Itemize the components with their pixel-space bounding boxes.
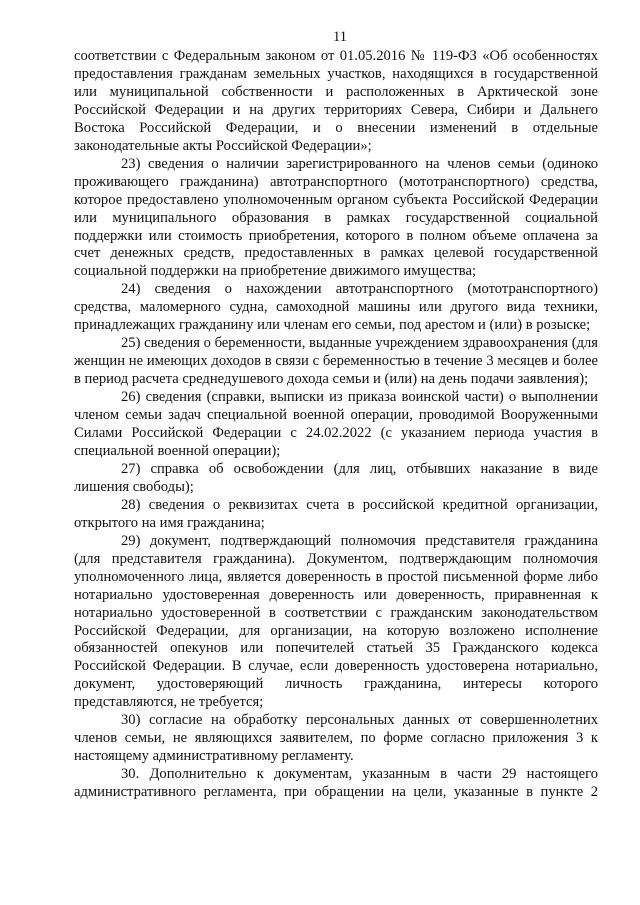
list-item-24: 24) сведения о нахождении автотранспортного (мототранспортного) средства, маломерного судна, самоходной машины или другого вида техники, принадлежащих гражданину или членам его семьи, под арестом и (или) в розыске;: [74, 281, 598, 334]
list-item-26: 26) сведения (справки, выписки из приказа воинской части) о выполнении членом семьи задач специальной военной операции, проводимой Вооруженными Силами Российской Федерации с 24.02.2022 (с указанием периода участия в специальной военной операции);: [74, 389, 598, 459]
paragraph-continuation: соответствии с Федеральным законом от 01.05.2016 № 119-ФЗ «Об особенностях предоставления гражданам земельных участков, находящихся в государственной или муниципальной собственности и расположенных в Арктической зоне Российской Федерации и на других территориях Севера, Сибири и Дальнего Востока Российской Федерации, и о внесении изменений в отдельные законодательные акты Российской Федерации»;: [74, 48, 598, 154]
list-item-29: 29) документ, подтверждающий полномочия представителя гражданина (для представителя гражданина). Документом, подтверждающим полномочия уполномоченного лица, является доверенность в простой письменной форме либо нотариально удостоверенная доверенность или доверенность, приравненная к нотариально удостоверенной в соответствии с гражданским законодательством Российской Федерации, для организации, на которую возложено исполнение обязанностей опекунов или попечителей статьей 35 Гражданского кодекса Российской Федерации. В случае, если доверенность удостоверена нотариально, документ, удостоверяющий личность гражданина, интересы которого представляются, не требуется;: [74, 532, 598, 711]
list-item-23: 23) сведения о наличии зарегистрированного на членов семьи (одиноко проживающего гражданина) автотранспортного (мототранспортного) средства, которое предоставлено уполномоченным органом субъекта Российской Федерации или муниципального образования в рамках государственной социальной поддержки или стоимость приобретения, которого в полном объеме оплачена за счет денежных средств, предоставленных в рамках целевой государственной социальной поддержки на приобретение движимого имущества;: [74, 155, 598, 280]
list-item-28: 28) сведения о реквизитах счета в российской кредитной организации, открытого на имя гражданина;: [74, 496, 598, 531]
page-number: 11: [333, 29, 347, 45]
list-item-25: 25) сведения о беременности, выданные учреждением здравоохранения (для женщин не имеющих доходов в связи с беременностью в течение 3 месяцев и более в период расчета среднедушевого дохода семьи и (или) на день подачи заявления);: [74, 335, 598, 388]
section-30-paragraph: 30. Дополнительно к документам, указанным в части 29 настоящего административного регламента, при обращении на цели, указанные в пункте 2: [74, 766, 598, 801]
document-body: [74, 48, 598, 802]
list-item-27: 27) справка об освобождении (для лиц, отбывших наказание в виде лишения свободы);: [74, 460, 598, 495]
list-item-30: 30) согласие на обработку персональных данных от совершеннолетних членов семьи, не являющихся заявителем, по форме согласно приложения 3 к настоящему административному регламенту.: [74, 712, 598, 765]
